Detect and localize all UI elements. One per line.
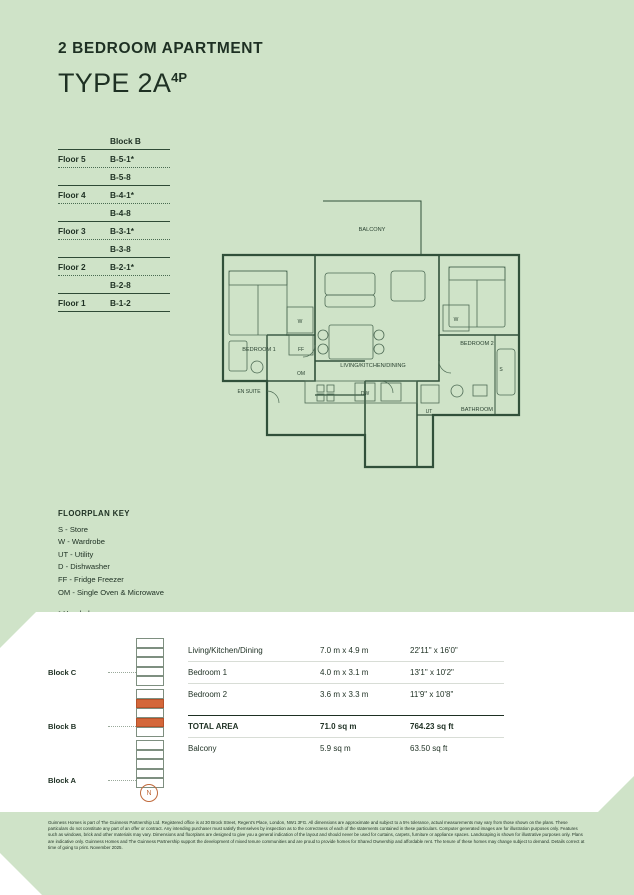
key-item: D - Dishwasher <box>58 562 110 572</box>
unit-code: B-2-8 <box>110 279 131 290</box>
table-row <box>58 239 170 257</box>
block-stack <box>136 638 164 788</box>
room-metric: 7.0 m x 4.9 m <box>320 646 369 655</box>
room-label-bedroom-2: BEDROOM 2 <box>460 341 494 347</box>
room-metric: 4.0 m x 3.1 m <box>320 668 369 677</box>
block-label-b: Block B <box>48 722 77 731</box>
table-row <box>58 221 170 239</box>
balcony-metric: 5.9 sq m <box>320 744 351 753</box>
north-compass-icon: N <box>140 784 158 802</box>
key-item: W - Wardrobe <box>58 537 105 547</box>
balcony-label: Balcony <box>188 744 217 753</box>
table-row-total <box>188 715 504 738</box>
floors-table-header: Block B <box>110 136 141 146</box>
unit-code: B-1-2 <box>110 297 131 308</box>
unit-code: B-3-8 <box>110 243 131 254</box>
page-title-superscript: 4P <box>171 70 188 85</box>
room-label-bedroom-1: BEDROOM 1 <box>242 347 276 353</box>
key-item: UT - Utility <box>58 549 94 559</box>
floor-label: Floor 2 <box>58 261 86 272</box>
room-imperial: 13'1" x 10'2" <box>410 668 454 677</box>
table-row <box>188 640 504 662</box>
block-cell <box>136 638 164 648</box>
unit-code: B-4-8 <box>110 207 131 218</box>
floorplan-key-title: FLOORPLAN KEY <box>58 509 130 518</box>
unit-code: B-2-1* <box>110 261 134 272</box>
block-cell <box>136 676 164 686</box>
block-cell <box>136 689 164 699</box>
key-item: S - Store <box>58 524 88 534</box>
abbr-oven-microwave: OM <box>296 371 306 377</box>
block-cell <box>136 657 164 667</box>
table-row <box>188 684 504 705</box>
block-cell <box>136 750 164 760</box>
room-imperial: 11'9" x 10'8" <box>410 690 454 699</box>
total-area-metric: 71.0 sq m <box>320 722 357 731</box>
key-item: FF - Fridge Freezer <box>58 574 124 584</box>
room-label-living: LIVING/KITCHEN/DINING <box>340 363 406 369</box>
floorplan-drawing <box>205 185 585 485</box>
block-cell <box>136 708 164 718</box>
block-label-a: Block A <box>48 776 76 785</box>
room-label-bathroom: BATHROOM <box>461 407 493 413</box>
total-area-label: TOTAL AREA <box>188 722 239 731</box>
page-title-text: TYPE 2A <box>58 68 172 98</box>
floors-table <box>58 136 170 312</box>
unit-code: B-5-1* <box>110 153 134 164</box>
table-row <box>58 203 170 221</box>
total-area-imperial: 764.23 sq ft <box>410 722 454 731</box>
abbr-fridge-freezer: FF <box>297 347 305 353</box>
room-name: Living/Kitchen/Dining <box>188 646 263 655</box>
unit-code: B-5-8 <box>110 171 131 182</box>
table-row <box>58 149 170 167</box>
block-cell <box>136 759 164 769</box>
room-label-balcony: BALCONY <box>358 227 386 233</box>
legal-disclaimer: Guinness Homes is part of The Guinness Partnership Ltd. Registered office is at 30 Brock Street, Regent's Place, London, NW1 3FG. All dimensions are approximate and subject to a 5% tolerance, actual measurements may vary from those shown on the plans. These particulars do not constitute any part of an offer or contract. Any intending purchaser must satisfy themselves by inspection as to the correctness of each of the statements contained in these particulars. Computer generated images are for illustration purposes only. Features such as windows, brick and other materials may vary. Dimensions and floorplans are designed to give you a general indication of the layout and should never be used for curtains, carpets, furniture or appliance spaces. Landscaping is shown for illustrative purposes only. Plans are indicative only. Guinness Homes and The Guinness Partnership support the development of mixed tenure communities and are proud to provide homes for Shared Ownership and affordable rent. The tenure of these homes may change subject to demand. Details correct at time of going to print. November 2025. <box>48 820 585 850</box>
abbr-utility: UT <box>425 409 433 415</box>
key-item: OM - Single Oven & Microwave <box>58 587 164 597</box>
page-title <box>58 68 187 99</box>
table-bottom-rule <box>58 311 170 312</box>
block-locator-diagram <box>48 636 188 801</box>
floor-label: Floor 1 <box>58 297 86 308</box>
abbr-wardrobe-2: W <box>453 317 459 323</box>
table-row-balcony <box>188 738 504 759</box>
block-label-c: Block C <box>48 668 77 677</box>
table-row <box>58 293 170 311</box>
page-subtitle: 2 BEDROOM APARTMENT <box>58 40 264 57</box>
abbr-store: S <box>499 367 503 373</box>
abbr-wardrobe-1: W <box>297 319 303 325</box>
table-row <box>188 662 504 684</box>
table-row <box>58 185 170 203</box>
block-cell <box>136 740 164 750</box>
room-metric: 3.6 m x 3.3 m <box>320 690 369 699</box>
block-cell <box>136 727 164 737</box>
unit-code: B-3-1* <box>110 225 134 236</box>
floor-label: Floor 4 <box>58 189 86 200</box>
room-label-ensuite: EN SUITE <box>237 389 261 395</box>
floor-label: Floor 3 <box>58 225 86 236</box>
abbr-dishwasher: DW <box>360 391 370 397</box>
room-schedule-table <box>188 640 504 759</box>
floorplan-key <box>58 508 164 621</box>
room-name: Bedroom 2 <box>188 690 228 699</box>
block-cell <box>136 648 164 658</box>
balcony-imperial: 63.50 sq ft <box>410 744 448 753</box>
room-name: Bedroom 1 <box>188 668 228 677</box>
block-cell <box>136 769 164 779</box>
corner-cut-decoration <box>0 853 42 895</box>
table-row <box>58 257 170 275</box>
unit-code: B-4-1* <box>110 189 134 200</box>
floor-label: Floor 5 <box>58 153 86 164</box>
table-row <box>58 275 170 293</box>
block-cell-highlighted <box>136 699 164 709</box>
block-cell-highlighted <box>136 718 164 728</box>
block-cell <box>136 667 164 677</box>
table-row <box>58 167 170 185</box>
room-imperial: 22'11" x 16'0" <box>410 646 458 655</box>
